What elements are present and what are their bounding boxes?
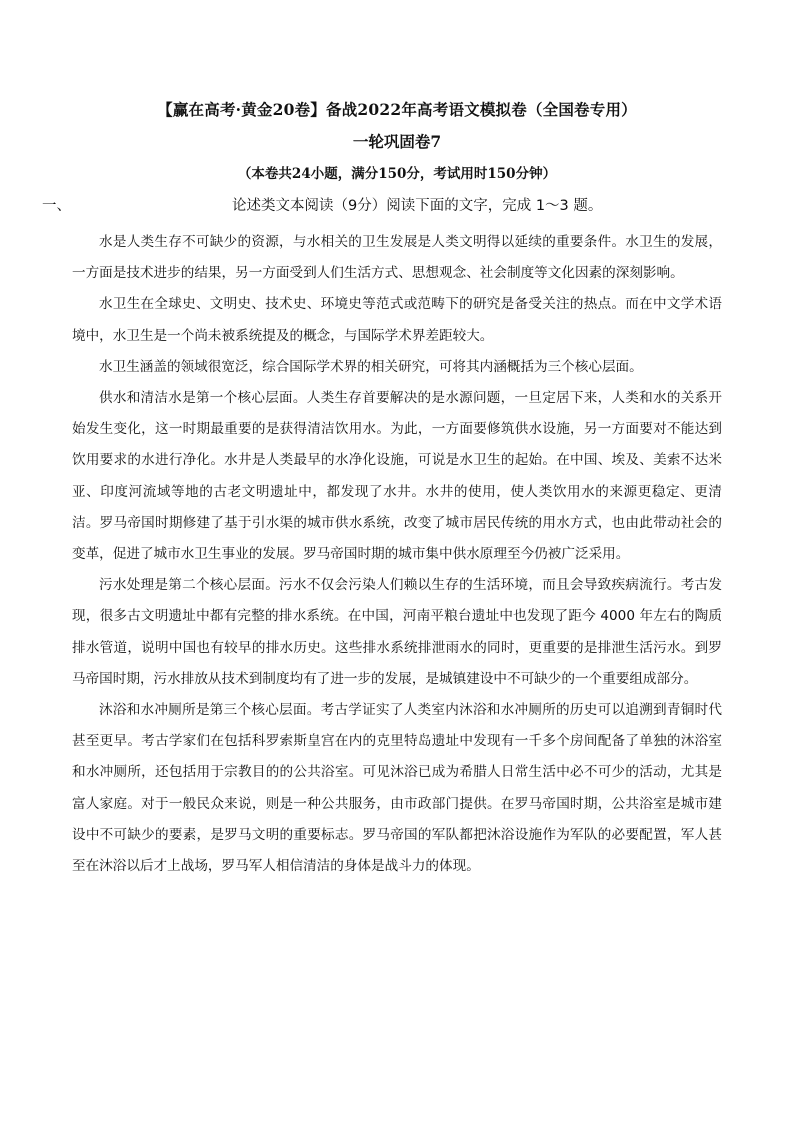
paragraph: 供水和清洁水是第一个核心层面。人类生存首要解决的是水源问题，一旦定居下来，人类和水的关系开始发生变化，这一时期最重要的是获得清洁饮用水。为此，一方面要修筑供水设施，另一方面要对不能达到饮用要求的水进行净化。水井是人类最早的水净化设施，可说是水卫生的起始。在中国、埃及、美索不达米亚、印度河流域等地的古老文明遗址中，都发现了水井。水井的使用，使人类饮用水的来源更稳定、更清洁。罗马帝国时期修建了基于引水渠的城市供水系统，改变了城市居民传统的用水方式，也由此带动社会的变革，促进了城市水卫生事业的发展。罗马帝国时期的城市集中供水原理至今仍被广泛采用。 — [72, 390, 722, 563]
exam-title: 【赢在高考·黄金20卷】备战2022年高考语文模拟卷（全国卷专用） — [157, 100, 637, 119]
article-body — [72, 227, 722, 882]
section-instruction: 论述类文本阅读（9分）阅读下面的文字，完成 1～3 题。 — [232, 198, 603, 214]
exam-subtitle: 一轮巩固卷7 — [352, 132, 442, 151]
paragraph: 水卫生涵盖的领域很宽泛，综合国际学术界的相关研究，可将其内涵概括为三个核心层面。 — [99, 358, 643, 375]
paragraph: 沐浴和水冲厕所是第三个核心层面。考古学证实了人类室内沐浴和水冲厕所的历史可以追溯到青铜时代甚至更早。考古学家们在包括科罗索斯皇宫在内的克里特岛遗址中发现有一千多个房间配备了单独的沐浴室和水冲厕所，还包括用于宗教目的的公共浴室。可见沐浴已成为希腊人日常生活中必不可少的活动，尤其是富人家庭。对于一般民众来说，则是一种公共服务，由市政部门提供。在罗马帝国时期，公共浴室是城市建设中不可缺少的要素，是罗马文明的重要标志。罗马帝国的军队都把沐浴设施作为军队的必要配置，军人甚至在沐浴以后才上战场，罗马军人相信清洁的身体是战斗力的体现。 — [72, 702, 722, 875]
paragraph: 污水处理是第二个核心层面。污水不仅会污染人们赖以生存的生活环境，而且会导致疾病流行。考古发现，很多古文明遗址中都有完整的排水系统。在中国，河南平粮台遗址中也发现了距今 4000 年左右的陶质排水管道，说明中国也有较早的排水历史。这些排水系统排泄雨水的同时，更重要的是排泄生活污水。到罗马帝国时期，污水排放从技术到制度均有了进一步的发展，是城镇建设中不可缺少的一个重要组成部分。 — [72, 577, 722, 687]
section-number: 一、 — [42, 198, 71, 214]
exam-info: （本卷共24小题，满分150分，考试用时150分钟） — [237, 166, 557, 182]
paragraph: 水卫生在全球史、文明史、技术史、环境史等范式或范畴下的研究是备受关注的热点。而在中文学术语境中，水卫生是一个尚未被系统提及的概念，与国际学术界差距较大。 — [72, 296, 722, 344]
section-heading — [0, 194, 794, 218]
paragraph: 水是人类生存不可缺少的资源，与水相关的卫生发展是人类文明得以延续的重要条件。水卫生的发展，一方面是技术进步的结果，另一方面受到人们生活方式、思想观念、社会制度等文化因素的深刻影响。 — [72, 234, 722, 282]
